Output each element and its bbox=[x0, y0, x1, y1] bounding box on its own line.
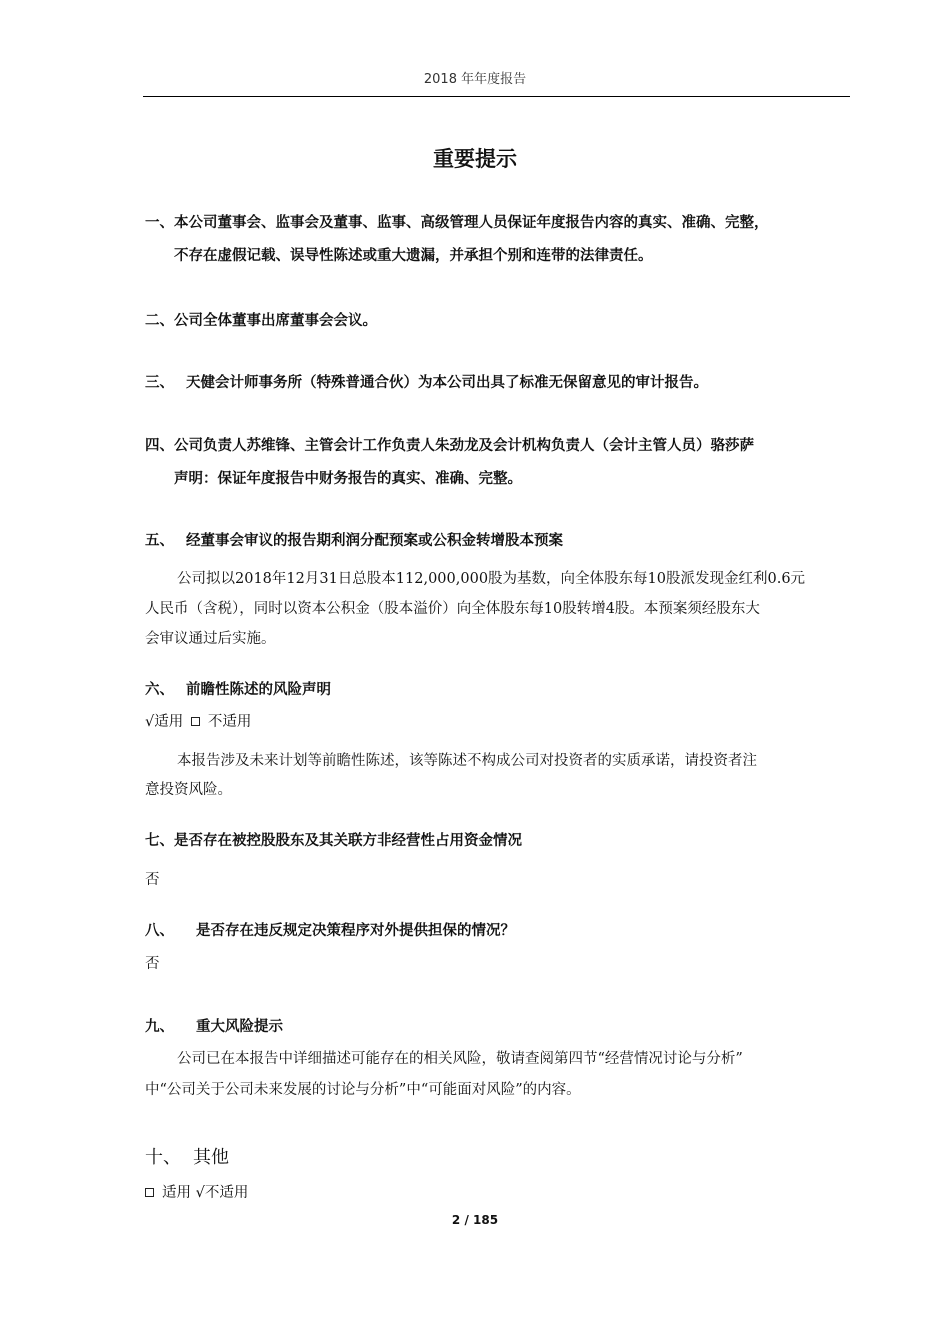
section-4-text-line-1: 公司负责人苏维锋、主管会计工作负责人朱劲龙及会计机构负责人（会计主管人员）骆莎萨 bbox=[174, 438, 754, 454]
not-applicable-label: 不适用 bbox=[204, 1185, 249, 1201]
checkmark-icon: √ bbox=[145, 714, 155, 730]
section-9-number: 九、 bbox=[145, 1019, 174, 1035]
section-7-heading bbox=[145, 829, 850, 850]
section-5-paragraph-line-3: 会审议通过后实施。 bbox=[145, 631, 276, 647]
document-title: 重要提示 bbox=[433, 147, 517, 171]
section-8-number: 八、 bbox=[145, 923, 174, 939]
section-4-line-1 bbox=[145, 434, 850, 455]
section-5-number: 五、 bbox=[145, 533, 174, 549]
section-1-number: 一、 bbox=[145, 215, 174, 231]
section-5-heading bbox=[145, 529, 850, 550]
section-6-paragraph-line-2: 意投资风险。 bbox=[145, 782, 232, 798]
section-10-heading bbox=[145, 1143, 850, 1169]
section-10-applicability bbox=[145, 1181, 850, 1202]
section-5-paragraph-line-1: 公司拟以2018年12月31日总股本112,000,000股为基数，向全体股东每10股派发现金红利0.6元 bbox=[177, 571, 806, 587]
unchecked-box-icon bbox=[145, 1188, 154, 1197]
not-applicable-label: 不适用 bbox=[207, 714, 252, 730]
header-divider bbox=[143, 96, 850, 97]
section-3-text: 天健会计师事务所（特殊普通合伙）为本公司出具了标准无保留意见的审计报告。 bbox=[186, 375, 708, 391]
section-8-heading bbox=[145, 919, 850, 940]
section-7-answer: 否 bbox=[145, 872, 160, 888]
section-6-number: 六、 bbox=[145, 682, 174, 698]
section-9-paragraph-line-1: 公司已在本报告中详细描述可能存在的相关风险，敬请查阅第四节“经营情况讨论与分析” bbox=[177, 1051, 743, 1067]
section-6-applicability bbox=[145, 710, 850, 731]
running-header: 2018 年年度报告 bbox=[423, 72, 527, 87]
section-2-text: 公司全体董事出席董事会会议。 bbox=[174, 313, 377, 329]
section-10-number: 十、 bbox=[145, 1147, 181, 1168]
unchecked-box-icon bbox=[191, 717, 200, 726]
applicable-label: 适用 bbox=[162, 1185, 191, 1201]
section-6-heading-text: 前瞻性陈述的风险声明 bbox=[186, 682, 331, 698]
section-2 bbox=[145, 309, 850, 330]
section-9-paragraph-line-2: 中“公司关于公司未来发展的讨论与分析”中“可能面对风险”的内容。 bbox=[145, 1082, 581, 1098]
section-3 bbox=[145, 371, 850, 392]
section-4-text-line-2: 声明：保证年度报告中财务报告的真实、准确、完整。 bbox=[174, 471, 522, 487]
section-5-paragraph-line-2: 人民币（含税），同时以资本公积金（股本溢价）向全体股东每10股转增4股。本预案须经股东大 bbox=[145, 601, 760, 617]
section-1-line-1 bbox=[145, 211, 850, 232]
page-number bbox=[0, 1213, 950, 1227]
section-2-number: 二、 bbox=[145, 313, 174, 329]
section-6-heading bbox=[145, 678, 850, 699]
section-5-heading-text: 经董事会审议的报告期利润分配预案或公积金转增股本预案 bbox=[186, 533, 563, 549]
page-current: 2 bbox=[451, 1213, 461, 1227]
section-8-heading-text: 是否存在违反规定决策程序对外提供担保的情况？ bbox=[196, 923, 515, 939]
page-separator: / bbox=[460, 1213, 474, 1227]
section-3-number: 三、 bbox=[145, 375, 174, 391]
section-9-heading bbox=[145, 1015, 850, 1036]
page-total: 185 bbox=[473, 1213, 499, 1227]
section-1-text-line-1: 本公司董事会、监事会及董事、监事、高级管理人员保证年度报告内容的真实、准确、完整， bbox=[174, 215, 769, 231]
section-4-number: 四、 bbox=[145, 438, 174, 454]
applicable-label: 适用 bbox=[154, 714, 184, 730]
section-10-heading-text: 其他 bbox=[193, 1147, 229, 1168]
section-7-number: 七、 bbox=[145, 833, 174, 849]
section-6-paragraph-line-1: 本报告涉及未来计划等前瞻性陈述，该等陈述不构成公司对投资者的实质承诺，请投资者注 bbox=[177, 753, 757, 769]
section-1-text-line-2: 不存在虚假记载、误导性陈述或重大遗漏，并承担个别和连带的法律责任。 bbox=[174, 248, 653, 264]
checkmark-icon: √ bbox=[195, 1185, 205, 1201]
section-9-heading-text: 重大风险提示 bbox=[196, 1019, 283, 1035]
section-7-heading-text: 是否存在被控股股东及其关联方非经营性占用资金情况 bbox=[174, 833, 522, 849]
section-8-answer: 否 bbox=[145, 956, 160, 972]
